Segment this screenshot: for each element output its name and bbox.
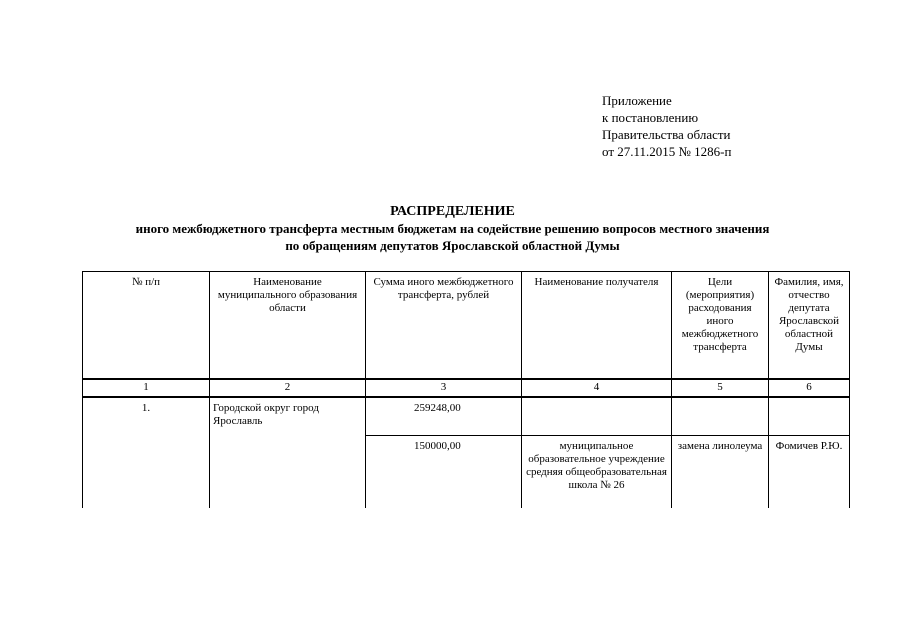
column-number: 5 xyxy=(672,379,769,397)
column-number: 3 xyxy=(366,379,522,397)
document-title xyxy=(0,203,905,254)
appendix-line: Приложение xyxy=(602,93,672,108)
title-subtitle: иного межбюджетного трансферта местным бюджетам на содействие решению вопросов местного значения xyxy=(135,221,770,236)
amount-total-cell: 259248,00 xyxy=(366,397,522,436)
column-header: Фамилия, имя, отчество депутата Ярославской областной Думы xyxy=(769,272,850,380)
table-header-row xyxy=(83,272,850,380)
column-number-row xyxy=(83,379,850,397)
empty-cell xyxy=(522,397,672,436)
column-header: Сумма иного межбюджетного трансферта, рублей xyxy=(366,272,522,380)
appendix-line: от 27.11.2015 № 1286-п xyxy=(602,144,732,159)
purpose-cell: замена линолеума xyxy=(672,436,769,509)
title-subtitle: по обращениям депутатов Ярославской областной Думы xyxy=(285,238,620,253)
title-main: РАСПРЕДЕЛЕНИЕ xyxy=(390,204,515,219)
column-header: Цели (мероприятия) расходования иного межбюджетного трансферта xyxy=(672,272,769,380)
distribution-table xyxy=(82,271,850,508)
appendix-line: к постановлению xyxy=(602,110,699,125)
appendix-line: Правительства области xyxy=(602,127,731,142)
column-header: Наименование муниципального образования области xyxy=(210,272,366,380)
column-number: 6 xyxy=(769,379,850,397)
column-number: 4 xyxy=(522,379,672,397)
column-number: 1 xyxy=(83,379,210,397)
column-header: Наименование получателя xyxy=(522,272,672,380)
row-number: 1. xyxy=(83,397,210,508)
municipality-cell: Городской округ город Ярославль xyxy=(210,397,366,508)
amount-cell: 150000,00 xyxy=(366,436,522,509)
empty-cell xyxy=(672,397,769,436)
empty-cell xyxy=(769,397,850,436)
deputy-cell: Фомичев Р.Ю. xyxy=(769,436,850,509)
column-number: 2 xyxy=(210,379,366,397)
table-row xyxy=(83,397,850,436)
column-header: № п/п xyxy=(83,272,210,380)
appendix-block xyxy=(602,92,731,160)
recipient-cell: муниципальное образовательное учреждение средняя общеобразовательная школа № 26 xyxy=(522,436,672,509)
